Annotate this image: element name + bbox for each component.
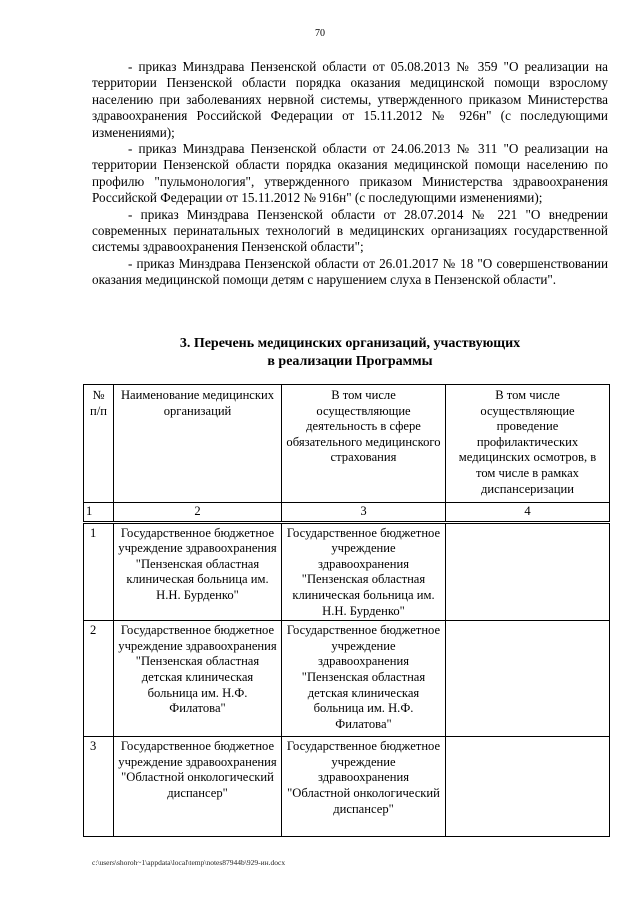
section-title-line1: 3. Перечень медицинских организаций, участвующих: [179, 336, 521, 351]
paragraph-order-359: - приказ Минздрава Пензенской области от 05.08.2013 № 359 "О реализации на территории Пензенской области порядка оказания медицинской помощи взрослому населению при заболеваниях нервной системы, утвержденного приказом Министерства здравоохранения Российской Федерации от 15.11.2012 № 926н" (с последующими изменениями);: [92, 59, 608, 140]
header-oms: В том числе осуществляющие деятельность в сфере обязательного медицинского страхования: [282, 385, 446, 503]
header-organization-name: Наименование медицинских организаций: [114, 385, 282, 503]
organizations-table: [83, 384, 610, 837]
table-row: [84, 737, 610, 837]
preventive-exams-cell: [446, 522, 610, 621]
page-number: 70: [315, 28, 325, 39]
table-header-row: [84, 385, 610, 503]
section-title-line2: в реализации Программы: [267, 354, 433, 369]
paragraph-order-311: - приказ Минздрава Пензенской области от 24.06.2013 № 311 "О реализации на территории Пензенской области порядка оказания медицинской помощи населению по профилю "пульмонология", утвержденного приказом Министерства здравоохранения Российской Федерации от 15.11.2012 № 916н" (с последующими изменениями);: [92, 141, 608, 206]
paragraph-order-18: - приказ Минздрава Пензенской области от 26.01.2017 № 18 "О совершенствовании оказания медицинской помощи детям с нарушением слуха в Пензенской области".: [92, 255, 608, 288]
row-number: 2: [84, 621, 114, 737]
table-row: [84, 522, 610, 621]
body-text: [92, 59, 608, 289]
preventive-exams-cell: [446, 737, 610, 837]
preventive-exams-cell: [446, 621, 610, 737]
organization-name: Государственное бюджетное учреждение здравоохранения "Пензенская областная детская клиническая больница им. Н.Ф. Филатова": [114, 621, 282, 737]
footer-file-path: c:\users\shoroh~1\appdata\local\temp\notes87944b\929-ин.docx: [92, 858, 286, 867]
row-number: 1: [84, 522, 114, 621]
column-number: 1: [84, 503, 114, 523]
column-number: 2: [114, 503, 282, 523]
organization-name: Государственное бюджетное учреждение здравоохранения "Пензенская областная клиническая больница им. Н.Н. Бурденко": [114, 522, 282, 621]
column-number: 4: [446, 503, 610, 523]
organization-name: Государственное бюджетное учреждение здравоохранения "Областной онкологический диспансер": [114, 737, 282, 837]
oms-organization: Государственное бюджетное учреждение здравоохранения "Пензенская областная клиническая больница им. Н.Н. Бурденко": [282, 522, 446, 621]
row-number: 3: [84, 737, 114, 837]
column-number: 3: [282, 503, 446, 523]
paragraph-order-221: - приказ Минздрава Пензенской области от 28.07.2014 № 221 "О внедрении современных перинатальных технологий в медицинских организациях государственной системы здравоохранения Пензенской области";: [92, 206, 608, 255]
header-preventive-exams: В том числе осуществляющие проведение профилактических медицинских осмотров, в том числе в рамках диспансеризации: [446, 385, 610, 503]
oms-organization: Государственное бюджетное учреждение здравоохранения "Пензенская областная детская клиническая больница им. Н.Ф. Филатова": [282, 621, 446, 737]
header-number: № п/п: [84, 385, 114, 503]
oms-organization: Государственное бюджетное учреждение здравоохранения "Областной онкологический диспансер": [282, 737, 446, 837]
column-number-row: [84, 503, 610, 523]
table-row: [84, 621, 610, 737]
section-title: [92, 335, 608, 371]
